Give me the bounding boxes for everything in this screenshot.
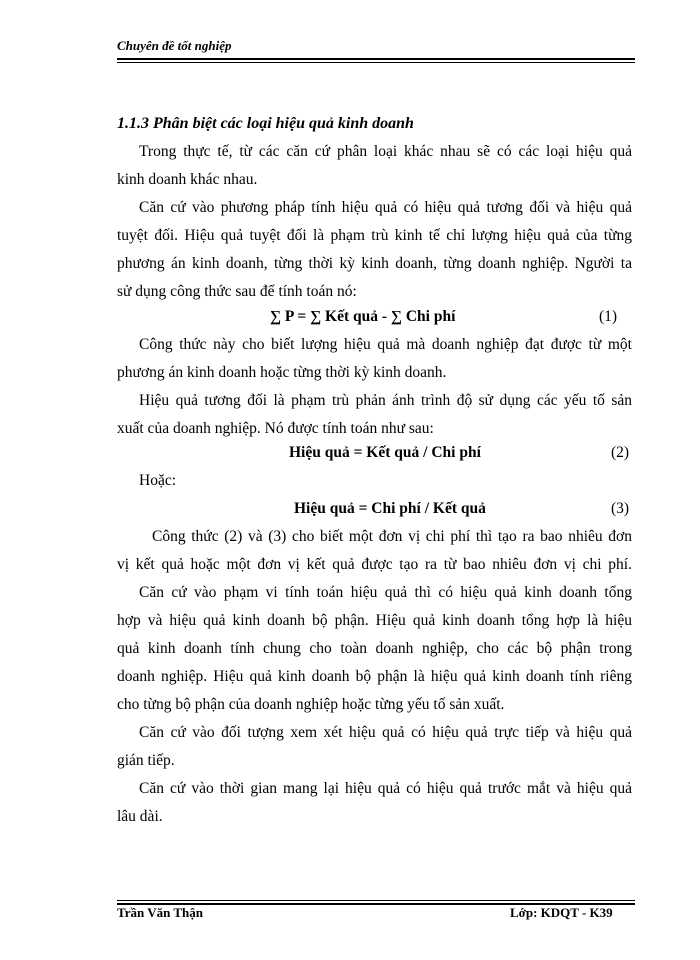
paragraph-line: Căn cứ vào thời gian mang lại hiệu quả có hiệu quả trước mắt và hiệu quả <box>139 780 632 797</box>
formula-1: ∑ P = ∑ Kết quả - ∑ Chi phí <box>270 308 456 325</box>
paragraph-line: Căn cứ vào phạm vi tính toán hiệu quả thì có hiệu quả kinh doanh tổng <box>139 584 632 601</box>
footer-author: Trần Văn Thận <box>117 905 203 920</box>
paragraph-line: phương án kinh doanh, từng thời kỳ kinh doanh, từng doanh nghiệp. Người ta <box>117 255 632 272</box>
header-divider <box>117 58 635 60</box>
paragraph-line: quả kinh doanh tính chung cho toàn doanh nghiệp, cho các bộ phận trong <box>117 640 632 657</box>
paragraph-line: Công thức này cho biết lượng hiệu quả mà doanh nghiệp đạt được từ một <box>139 336 632 353</box>
paragraph-line: tuyệt đối. Hiệu quả tuyệt đối là phạm trù kinh tế chỉ lượng hiệu quả của từng <box>117 227 632 244</box>
paragraph-line: Công thức (2) và (3) cho biết một đơn vị chi phí thì tạo ra bao nhiêu đơn <box>152 528 632 545</box>
formula-2-number: (2) <box>611 444 630 461</box>
header-title: Chuyên đề tốt nghiệp <box>117 38 232 53</box>
paragraph-line: phương án kinh doanh hoặc từng thời kỳ kinh doanh. <box>117 364 447 381</box>
footer-divider-thin <box>117 900 635 901</box>
paragraph-line: vị kết quả hoặc một đơn vị kết quả được tạo ra từ bao nhiêu đơn vị chi phí. <box>117 556 632 573</box>
paragraph-line: hợp và hiệu quả kinh doanh bộ phận. Hiệu quả kinh doanh tổng hợp là hiệu <box>117 612 632 629</box>
paragraph-line: Căn cứ vào phương pháp tính hiệu quả có hiệu quả tương đối và hiệu quả <box>139 199 632 216</box>
paragraph-line: Trong thực tế, từ các căn cứ phân loại khác nhau sẽ có các loại hiệu quả <box>139 143 632 160</box>
formula-1-number: (1) <box>599 308 618 325</box>
formula-2: Hiệu quả = Kết quả / Chi phí <box>289 444 481 461</box>
paragraph-line: Hiệu quả tương đối là phạm trù phản ánh trình độ sử dụng các yếu tố sản <box>139 392 632 409</box>
paragraph-line: sử dụng công thức sau để tính toán nó: <box>117 283 357 300</box>
header-divider-thin <box>117 62 635 63</box>
paragraph-line: Hoặc: <box>139 472 177 489</box>
section-heading: 1.1.3 Phân biệt các loại hiệu quả kinh doanh <box>117 115 414 132</box>
paragraph-line: cho từng bộ phận của doanh nghiệp hoặc từng yếu tố sản xuất. <box>117 696 505 713</box>
paragraph-line: xuất của doanh nghiệp. Nó được tính toán như sau: <box>117 420 434 437</box>
formula-3: Hiệu quả = Chi phí / Kết quả <box>294 500 486 517</box>
paragraph-line: lâu dài. <box>117 808 163 825</box>
paragraph-line: Căn cứ vào đối tượng xem xét hiệu quả có hiệu quả trực tiếp và hiệu quả <box>139 724 632 741</box>
paragraph-line: doanh nghiệp. Hiệu quả kinh doanh bộ phận là hiệu quả kinh doanh tính riêng <box>117 668 632 685</box>
paragraph-line: gián tiếp. <box>117 752 175 769</box>
formula-3-number: (3) <box>611 500 630 517</box>
paragraph-line: kinh doanh khác nhau. <box>117 171 258 188</box>
footer-class: Lớp: KDQT - K39 <box>510 905 613 920</box>
